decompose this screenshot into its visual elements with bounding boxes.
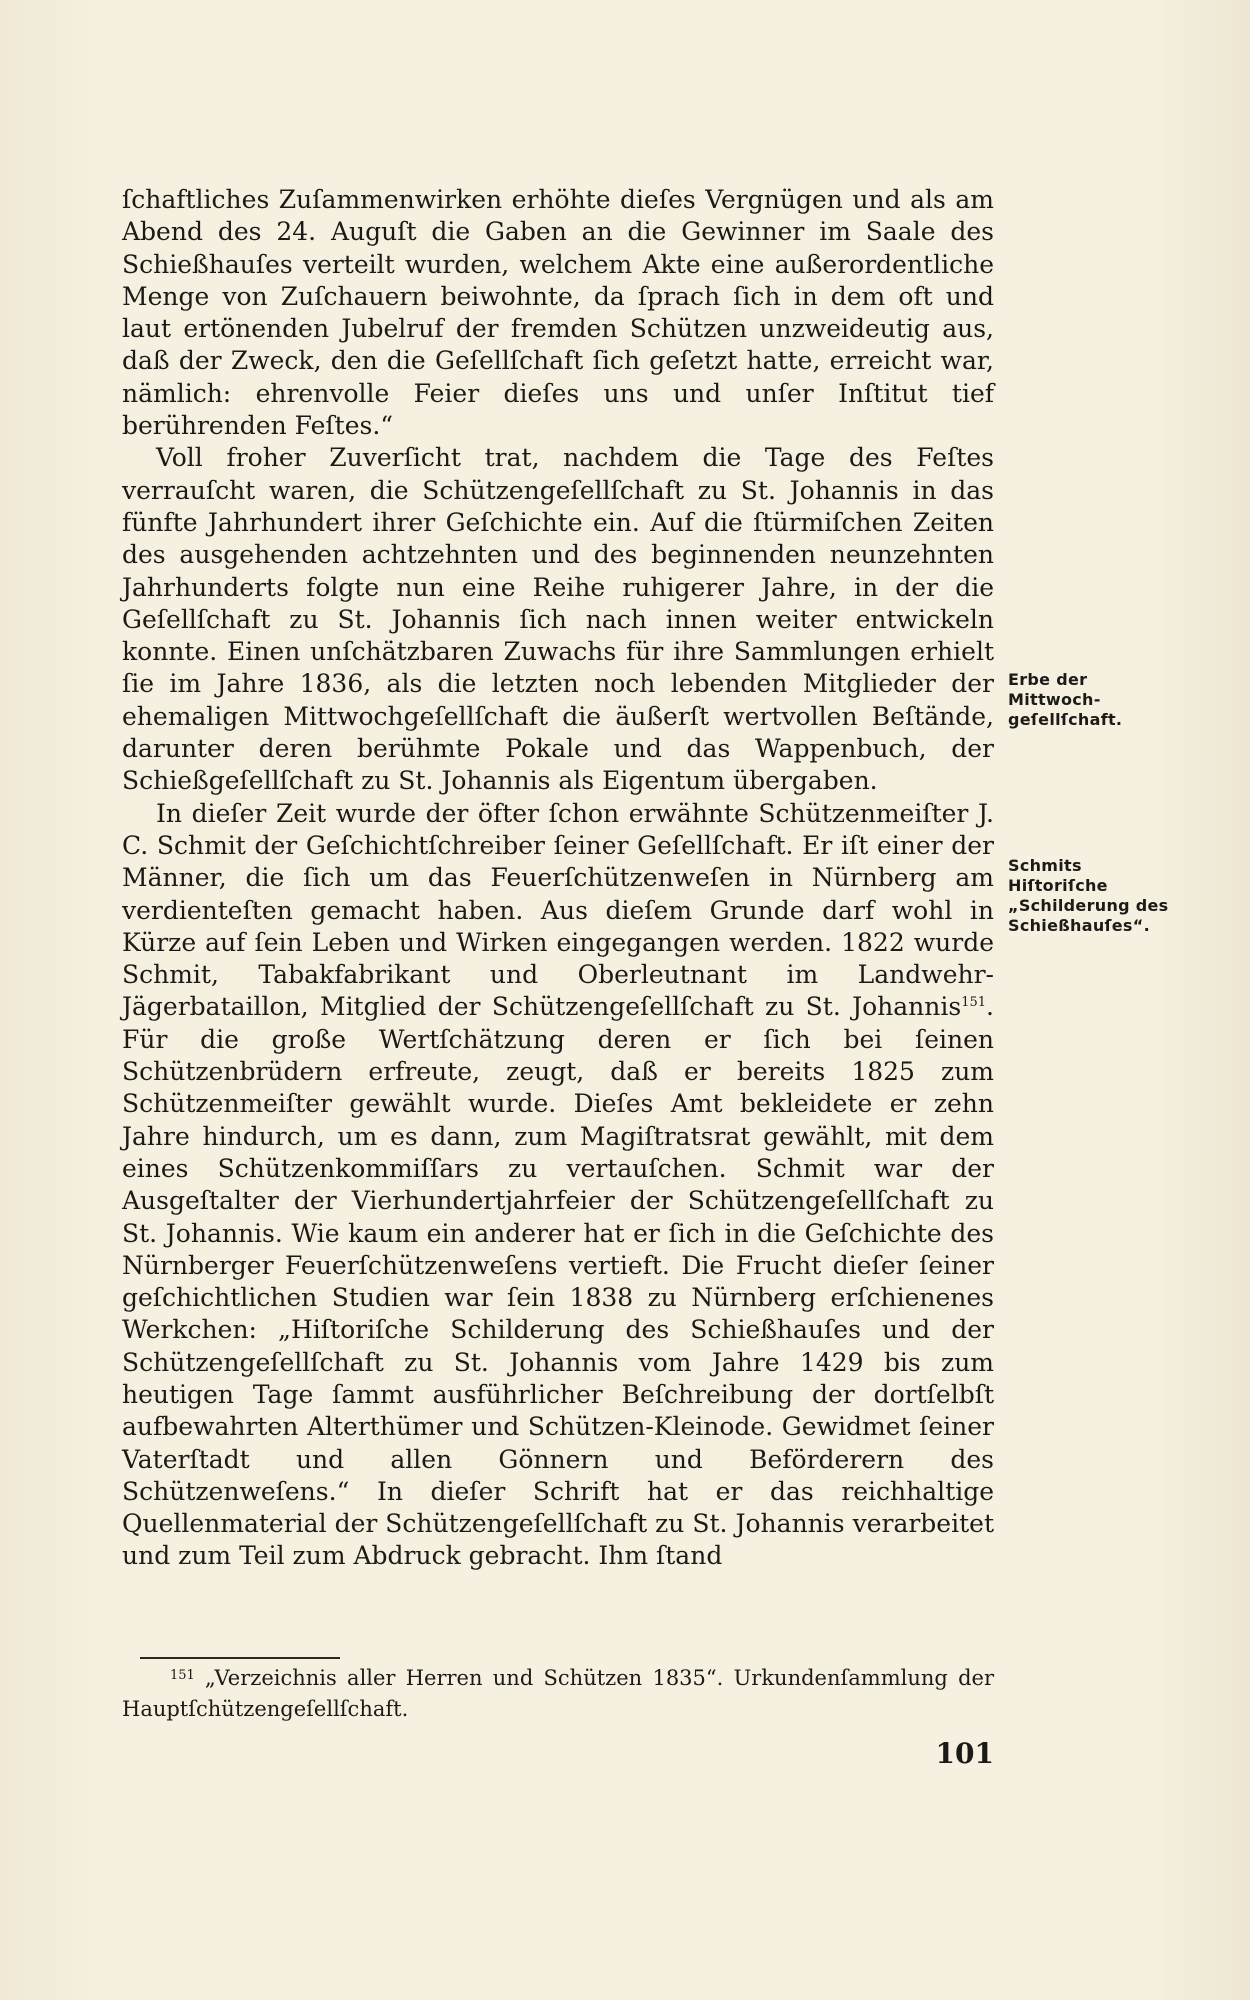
paragraph-3-end: . Für die große Wertſchätzung deren er ſich bei ſeinen Schützenbrüdern erfreute, zeugt, daß er bereits 1825 zum Schützenmeiſter gewählt wurde. Dieſes Amt bekleidete er zehn Jahre hindurch, um es dann, zum Magiſtratsrat gewählt, mit dem eines Schützenkommiſſars zu vertauſchen. Schmit war der Ausgeſtalter der Vierhundertjahrfeier der Schützengeſellſchaft zu St. Johannis. Wie kaum ein anderer hat er ſich in die Geſchichte des Nürnberger Feuerſchützenweſens vertieft. Die Frucht dieſer ſeiner geſchichtlichen Studien war ſein 1838 zu Nürnberg erſchienenes Werkchen: „Hiſtoriſche Schilderung des Schießhauſes und der Schützengeſellſchaft zu St. Johannis vom Jahre 1429 bis zum heutigen Tage ſammt ausführlicher Beſchreibung der dortſelbſt aufbewahrten Alterthümer und Schützen-Kleinode. Gewidmet ſeiner Vaterſtadt und allen Gönnern und Beförderern des Schützenweſens.“ In dieſer Schrift hat er das reichhaltige Quellenmaterial der Schützengeſellſchaft zu St. Johannis verarbeitet und zum Teil zum Abdruck gebracht. Ihm ſtand [122,992,994,1571]
paragraph-2: Voll froher Zuverſicht trat, nachdem die Tage des Feſtes verrauſcht waren, die Schützengeſellſchaft zu St. Johannis in das fünfte Jahrhundert ihrer Geſchichte ein. Auf die ſtürmiſchen Zeiten des ausgehenden achtzehnten und des beginnenden neunzehnten Jahrhunderts folgte nun eine Reihe ruhigerer Jahre, in der die Geſellſchaft zu St. Johannis ſich nach innen weiter entwickeln konnte. Einen unſchätzbaren Zuwachs für ihre Sammlungen erhielt ſie im Jahre 1836, als die letzten noch lebenden Mitglieder der ehemaligen Mittwochgeſellſchaft die äußerſt wertvollen Beſtände, darunter deren berühmte Pokale und das Wappenbuch, der Schießgeſellſchaft zu St. Johannis als Eigentum übergaben. [122,443,994,796]
paragraph-1: ſchaftliches Zuſammenwirken erhöhte dieſes Vergnügen und als am Abend des 24. Auguſt die Gaben an die Gewinner im Saale des Schießhauſes verteilt wurden, welchem Akte eine außerordentliche Menge von Zuſchauern beiwohnte, da ſprach ſich in dem oft und laut ertönenden Jubelruf der fremden Schützen unzweideutig aus, daß der Zweck, den die Geſellſchaft ſich geſetzt hatte, erreicht war, nämlich: ehrenvolle Feier dieſes uns und unſer Inſtitut tief berührenden Feſtes.“ [122,185,994,441]
paragraph-3 [122,798,994,1573]
margin-note-line: Schmits [1008,856,1082,875]
footnote [122,1660,994,1725]
margin-note-line: „Schilderung des [1008,896,1169,915]
margin-note-line: Schießhauſes“. [1008,916,1150,935]
margin-note-line: Hiſtoriſche [1008,876,1108,895]
margin-note-mittwochgesellschaft [1008,670,1208,730]
footnote-text: „Verzeichnis aller Herren und Schützen 1835“. Urkundenſammlung der Hauptſchützengeſellſchaft. [122,1666,994,1721]
page-number: 101 [935,1737,994,1770]
margin-note-line: Mittwoch- [1008,690,1101,709]
main-text-block [122,184,994,1573]
paragraph-3-start: In dieſer Zeit wurde der öfter ſchon erwähnte Schützenmeiſter J. C. Schmit der Geſchichtſchreiber ſeiner Geſellſchaft. Er iſt einer der Männer, die ſich um das Feuerſchützenweſen in Nürnberg am verdienteſten gemacht haben. Aus dieſem Grunde darf wohl in Kürze auf ſein Leben und Wirken eingegangen werden. 1822 wurde Schmit, Tabakfabrikant und Oberleutnant im Landwehr-Jägerbataillon, Mitglied der Schützengeſellſchaft zu St. Johannis [122,798,994,1022]
footnote-number: 151 [170,1668,195,1683]
margin-note-schmit [1008,856,1208,936]
footnote-reference: 151 [961,995,987,1011]
margin-note-line: Erbe der [1008,670,1088,689]
margin-note-line: geſellſchaft. [1008,710,1123,729]
footnote-rule [140,1657,340,1659]
